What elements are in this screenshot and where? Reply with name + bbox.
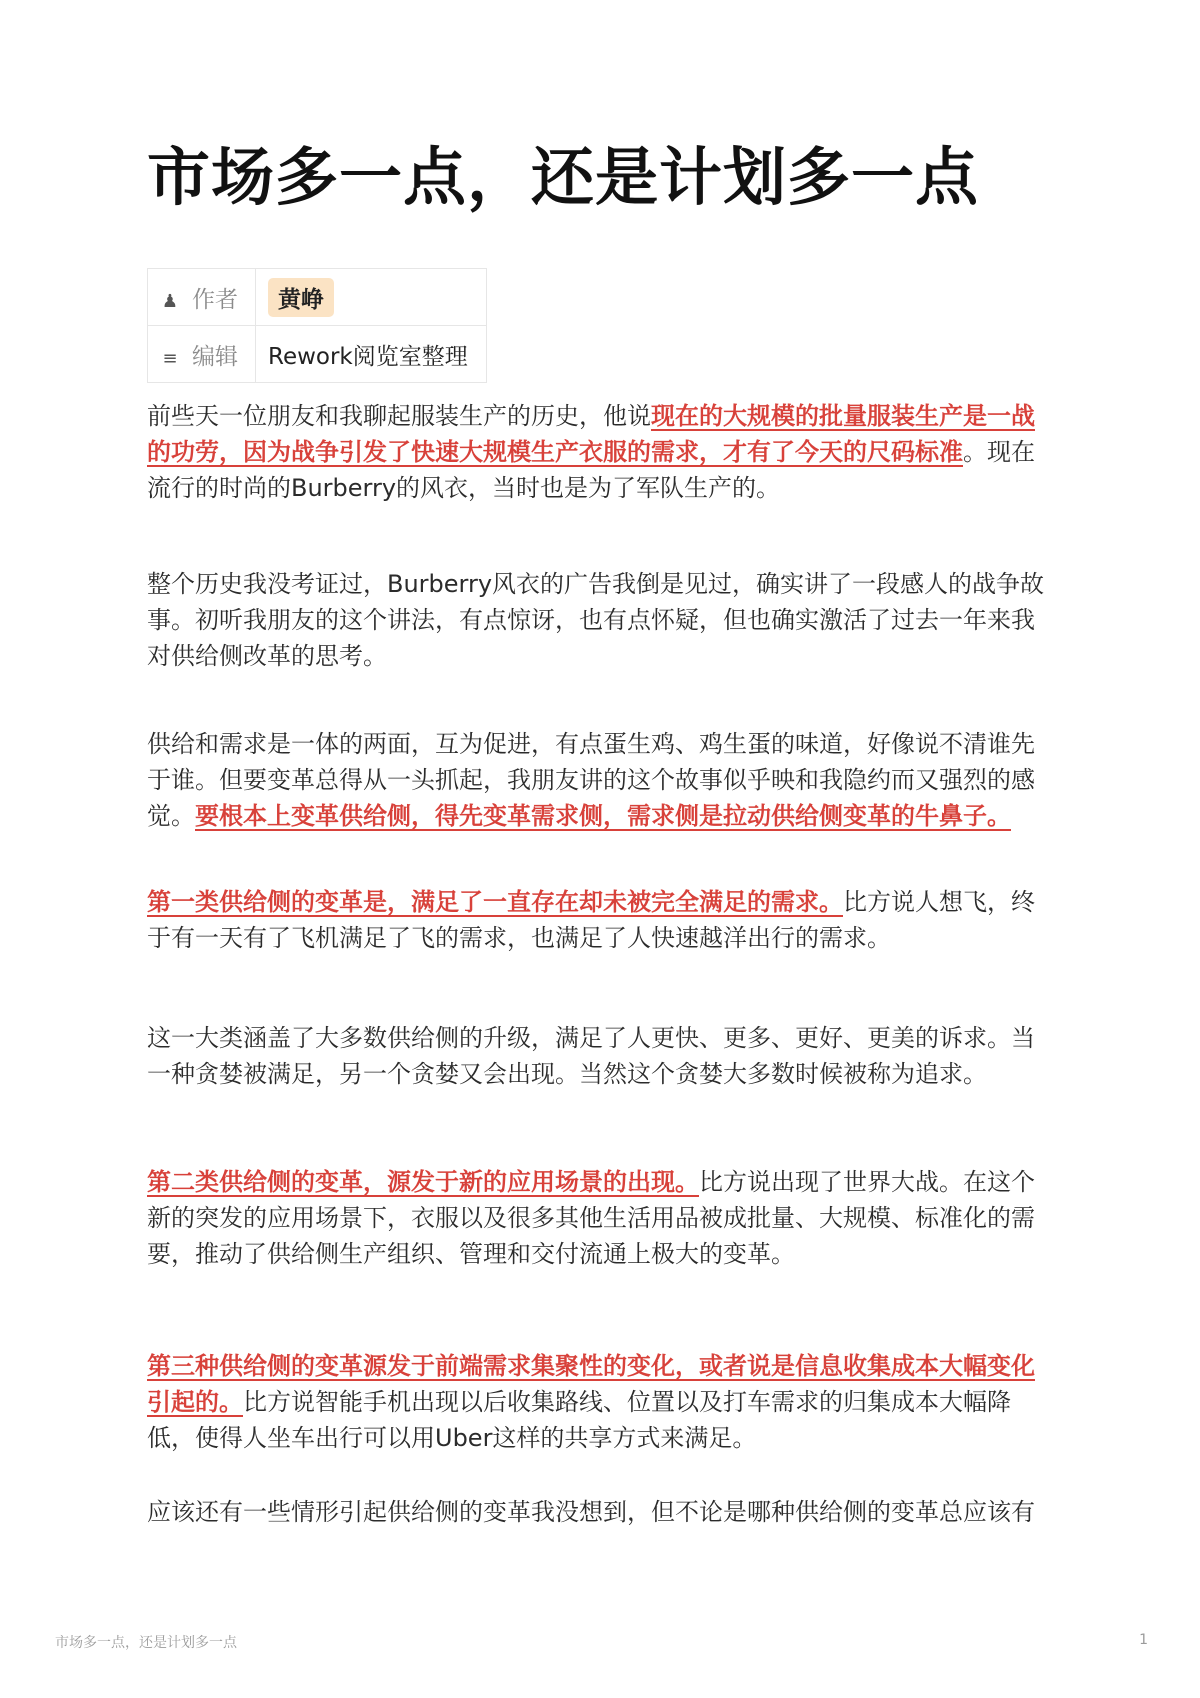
page-number: 1 <box>1139 1632 1148 1648</box>
properties-table <box>147 268 487 383</box>
property-key-author <box>148 269 256 326</box>
text-span: 比方说智能手机出现以后收集路线、位置以及打车需求的归集成本大幅降低，使得人坐车出行可以用Uber这样的共享方式来满足。 <box>147 1388 1011 1452</box>
paragraph <box>147 1348 1047 1456</box>
property-label: 编辑 <box>192 343 238 370</box>
text-span: 供给和需求是一体的两面，互为促进，有点蛋生鸡、鸡生蛋的味道，好像说不清谁先于谁。但要变革总得从一头抓起，我朋友讲的这个故事似乎映和我隐约而又强烈的感觉。 <box>147 730 1035 830</box>
text-span: 比方说人想飞，终于有一天有了飞机满足了飞的需求，也满足了人快速越洋出行的需求。 <box>147 888 1035 952</box>
text-span: 比方说出现了世界大战。在这个新的突发的应用场景下，衣服以及很多其他生活用品被成批量、大规模、标准化的需要，推动了供给侧生产组织、管理和交付流通上极大的变革。 <box>147 1168 1035 1268</box>
property-value-editor: Rework阅览室整理 <box>256 326 487 383</box>
highlighted-text: 第一类供给侧的变革是，满足了一直存在却未被完全满足的需求。 <box>147 888 843 916</box>
highlighted-text: 第二类供给侧的变革，源发于新的应用场景的出现。 <box>147 1168 699 1196</box>
paragraph <box>147 726 1047 834</box>
text-span: 。现在流行的时尚的Burberry的风衣，当时也是为了军队生产的。 <box>147 438 1035 502</box>
highlighted-text: 要根本上变革供给侧，得先变革需求侧，需求侧是拉动供给侧变革的牛鼻子。 <box>195 802 1011 830</box>
paragraph <box>147 1020 1047 1092</box>
paragraph <box>147 884 1047 956</box>
property-value-author <box>256 269 487 326</box>
paragraph <box>147 566 1047 674</box>
paragraph <box>147 398 1047 506</box>
property-row-editor <box>148 326 487 383</box>
paragraph <box>147 1164 1047 1272</box>
text-span: 这一大类涵盖了大多数供给侧的升级，满足了人更快、更多、更好、更美的诉求。当一种贪婪被满足，另一个贪婪又会出现。当然这个贪婪大多数时候被称为追求。 <box>147 1024 1035 1088</box>
paragraph <box>147 1494 1047 1530</box>
property-key-editor <box>148 326 256 383</box>
text-span: 前些天一位朋友和我聊起服装生产的历史，他说 <box>147 402 651 430</box>
person-icon: ♟ <box>161 290 179 312</box>
text-span: 整个历史我没考证过，Burberry风衣的广告我倒是见过，确实讲了一段感人的战争故事。初听我朋友的这个讲法，有点惊讶，也有点怀疑，但也确实激活了过去一年来我对供给侧改革的思考。 <box>147 570 1045 670</box>
author-tag: 黄峥 <box>268 278 334 317</box>
text-lines-icon: ≡ <box>162 347 178 369</box>
property-row-author <box>148 269 487 326</box>
highlighted-text: 第三种供给侧的变革源发于前端需求集聚性的变化，或者说是信息收集成本大幅变化引起的。 <box>147 1352 1035 1416</box>
page-title: 市场多一点，还是计划多一点 <box>147 141 979 214</box>
highlighted-text: 现在的大规模的批量服装生产是一战的功劳，因为战争引发了快速大规模生产衣服的需求，才有了今天的尺码标准 <box>147 402 1035 466</box>
footer-title: 市场多一点，还是计划多一点 <box>55 1635 237 1651</box>
property-label: 作者 <box>192 286 238 313</box>
text-span: 应该还有一些情形引起供给侧的变革我没想到，但不论是哪种供给侧的变革总应该有 <box>147 1498 1035 1526</box>
